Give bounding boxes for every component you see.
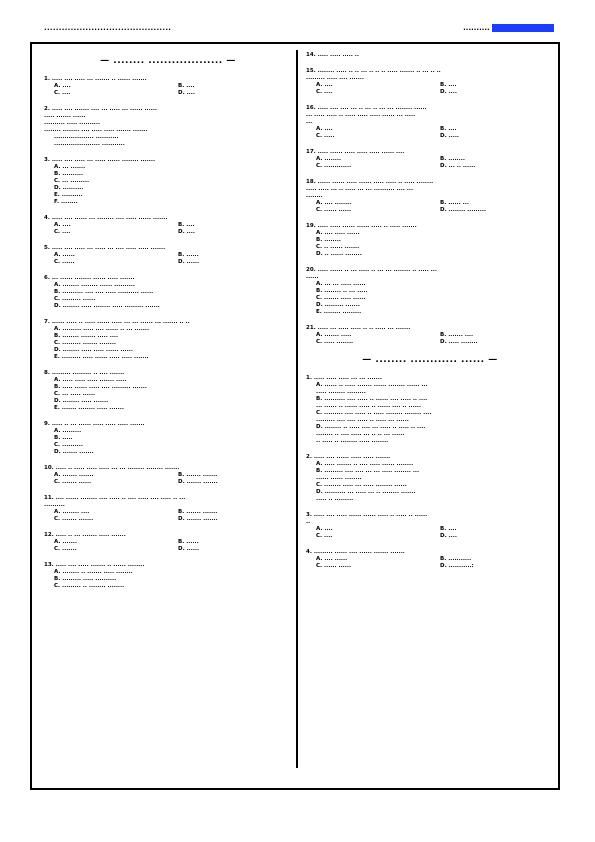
answer-option: C. ... ......... [54, 178, 90, 184]
question-text: 16. ..... .... .... ... .. ... .. ... ... ........ ...... [306, 105, 427, 111]
question-item [44, 319, 292, 361]
answer-option: C. ... ..... ...... [54, 391, 96, 397]
answer-option: B. ...... ... [440, 200, 469, 206]
answer-option: D. ........ ..... ....... [54, 398, 109, 404]
answer-option: D. ..... ........ [440, 339, 478, 345]
question-item [306, 454, 554, 503]
answer-option: E. ......... ..... ...... ..... ..... ....... [54, 354, 149, 360]
question-item [44, 275, 292, 310]
answer-options [306, 332, 554, 346]
answer-option: A. ....... ..... [316, 332, 352, 338]
answer-option: D. ....... ....... [178, 516, 218, 522]
answer-option: D. .. ...... ........ [316, 251, 362, 257]
question-item [306, 52, 554, 59]
question-item [44, 157, 292, 206]
question-item [44, 106, 292, 148]
question-text: 4. ..... .... ...... ... ........ .... ..... ...... ....... [44, 215, 168, 221]
answer-options [306, 556, 554, 570]
answer-option: ..... ........ ......... [316, 389, 366, 395]
answer-option: B. ...... [178, 539, 199, 545]
answer-option: A. .... [316, 126, 333, 132]
answer-option: C. .... [54, 90, 71, 96]
answer-option: B. ........ [316, 237, 341, 243]
answer-option: C. ......... .... ..... .. ..... ........ ........ .... [316, 410, 432, 416]
answer-option: C. ......... .. ........ ........ [54, 583, 125, 589]
answer-option: A. ........ ........ ...... .......... [54, 282, 135, 288]
answer-options [44, 428, 292, 456]
answer-option: ...... ...... ........ [316, 475, 362, 481]
question-item [44, 562, 292, 590]
question-text: .. [306, 519, 311, 525]
section-title-2: — ........ ............ ...... — [362, 355, 498, 365]
answer-options [44, 326, 292, 361]
answer-option: .. ..... .. ........ ..... ........ [316, 438, 389, 444]
answer-option: D. ........ ......... [440, 207, 487, 213]
answer-options [44, 539, 292, 553]
question-text: 4. ......... ...... .... ...... ....... ....... [306, 549, 405, 555]
answer-options [44, 164, 292, 206]
answer-options [306, 156, 554, 170]
answer-option: C. ............. [316, 163, 352, 169]
question-text: 9. ..... .. ... ...... ..... ..... ..... ....... [44, 421, 145, 427]
answer-option: A. ......... [54, 428, 82, 434]
question-text: 3. ..... .... ..... ...... ...... ..... .. ..... .. ...... [306, 512, 428, 518]
answer-option: D. ...........: [440, 563, 474, 569]
answer-option: A. ....... [54, 539, 77, 545]
answer-option: ... ...... .. ...... ..... .. ...... .... .. ...... [316, 403, 421, 409]
question-text: ........ [306, 193, 323, 199]
answer-option: B. ........ ....... ..... .... [54, 333, 119, 339]
answer-options [306, 200, 554, 214]
answer-option: D. ....... ....... [178, 479, 218, 485]
question-item [306, 549, 554, 570]
question-text: 1. ..... .... ..... ... ....... .. ...... ....... [44, 76, 147, 82]
left-column [44, 52, 292, 599]
question-text: ...... [306, 274, 319, 280]
answer-option: B. .... [440, 82, 457, 88]
question-item [306, 512, 554, 540]
answer-option: C. ....... ....... [54, 516, 94, 522]
answer-option: D. ...... [178, 546, 200, 552]
right-column [306, 52, 554, 579]
question-text: 15. ........ ..... .. .. ... .. .. .. ..... ....... .. ... .. .. [306, 68, 441, 74]
question-text: 2. ..... .... ...... ..... ..... ....... [306, 454, 391, 460]
answer-option: B. ..... ...... ..... .... ......... ....... [54, 384, 147, 390]
answer-option: C. ...... [54, 259, 75, 265]
answer-option: ................... ........... [54, 134, 119, 140]
question-text: 7. ...... ..... .. ..... ...... ..... ... ... ...... ... ....... .. .. [44, 319, 190, 325]
answer-option: C. .... [54, 229, 71, 235]
answer-option: B. ......... .... .... ... ... ..... ........ ... [316, 468, 420, 474]
left-question-list [44, 76, 292, 590]
page-header [44, 24, 554, 38]
answer-options [306, 382, 554, 445]
answer-option: B. ........ .. ... ..... [316, 288, 368, 294]
question-text: 5. ..... .... ..... ... ..... ... .... ..... ..... ....... [44, 245, 166, 251]
answer-option: A. .... ...... [316, 556, 348, 562]
question-text: 6. ... ...... ........ ...... ..... ....... [44, 275, 135, 281]
question-item [306, 68, 554, 96]
answer-options [44, 134, 292, 148]
question-item [306, 179, 554, 214]
answer-option: C. ......... ....... ........ [54, 340, 117, 346]
question-item [306, 325, 554, 346]
question-item [44, 215, 292, 236]
answer-option: B. ....... ....... [178, 509, 218, 515]
answer-option: B. ....... .... [440, 332, 474, 338]
answer-options [44, 282, 292, 310]
question-text: 8. ......... ......... .. .... ....... [44, 370, 125, 376]
answer-option: A. ... ....... [54, 164, 86, 170]
question-item [306, 149, 554, 170]
answer-option: A. .... [316, 526, 333, 532]
answer-options [44, 83, 292, 97]
answer-option: D. ........ ..... ........ ..... ......... ....... [54, 303, 160, 309]
answer-option: B. ........... [440, 556, 472, 562]
answer-option: B. ....... ....... [178, 472, 218, 478]
answer-option: B. ...... [178, 252, 199, 258]
question-text: 19. ..... ..... ...... ...... ..... .. ..... ....... [306, 223, 417, 229]
question-text: 21. ..... ... ..... ..... .. .. ..... ... ....... [306, 325, 411, 331]
answer-option: ..... .. ......... [316, 496, 354, 502]
answer-options [306, 281, 554, 316]
question-text: 2. ..... .... ....... .... ... ..... ... ...... ...... [44, 106, 157, 112]
answer-option: A. .... [54, 83, 71, 89]
answer-option: D. ..... [440, 133, 460, 139]
answer-option: B. ......... ..... .......... [54, 576, 117, 582]
answer-option: B. .......... [54, 171, 84, 177]
answer-option: D. ...... [178, 259, 200, 265]
answer-option: C. ......... ...... [54, 296, 96, 302]
column-divider [296, 50, 298, 768]
answer-option: B. .......... .... ..... .. ...... .... ..... .. .... [316, 396, 428, 402]
answer-option: F. ........ [54, 199, 78, 205]
answer-option: C. ....... ..... ...... [316, 295, 366, 301]
question-text: ... ..... ..... .. ..... ..... ..... ...... ... ..... [306, 112, 416, 118]
question-text: 11. .... ...... ........ .... ..... .. .... ..... .... ..... .. ... [44, 495, 186, 501]
header-title: ........................................... [44, 24, 172, 32]
answer-option: C. .......... [54, 442, 83, 448]
question-item [306, 105, 554, 140]
answer-options [306, 526, 554, 540]
answer-option: D. .......... [54, 185, 84, 191]
header-source-label: .......... [463, 24, 490, 32]
answer-option: C. ....... ...... [54, 479, 92, 485]
answer-option: E. .......... [54, 192, 83, 198]
section-title-1: — ........ ................... — [100, 56, 236, 66]
answer-options [44, 509, 292, 523]
answer-options [44, 222, 292, 236]
answer-option: D. ......... ....... [316, 302, 360, 308]
answer-option: B. .... [178, 83, 195, 89]
answer-options [306, 82, 554, 96]
answer-option: D. .......... ... ..... ... .. ........ ....... [316, 489, 416, 495]
answer-option: A. ..... ..... ..... ....... ..... [54, 377, 127, 383]
header-source-link[interactable]: ..................... [492, 24, 554, 32]
answer-option: B. .......... .... .... ..... .......... ...... [54, 289, 154, 295]
answer-option: D. .... [178, 90, 195, 96]
question-item [306, 223, 554, 258]
header-source [463, 24, 554, 32]
answer-option: A. ......... ..... .... ...... .. ... ....... [54, 326, 150, 332]
answer-option: C. ..... ........ [316, 339, 354, 345]
answer-option: A. ..... ....... .. .... ..... ...... ........ [316, 461, 414, 467]
answer-option: D. ... .. ...... [440, 163, 476, 169]
question-text: 12. ..... .. ... ....... ..... ....... [44, 532, 126, 538]
question-text: 17. ..... ...... ..... ..... ..... ...... .... [306, 149, 405, 155]
answer-option: A. ... ... ..... ...... [316, 281, 366, 287]
question-text: ........ ........ .... ..... ..... ....... ....... [44, 127, 148, 133]
question-text: ..... ..... ... .. ..... ... ... .......... .... ... [306, 186, 414, 192]
answer-option: A. ...... .. ..... ....... ...... ........ ...... ... [316, 382, 428, 388]
answer-options [44, 569, 292, 590]
right-question-list [306, 52, 554, 346]
question-item [44, 370, 292, 412]
question-item [306, 375, 554, 445]
question-item [44, 532, 292, 553]
answer-option: E. ....... ........ ..... ....... [54, 405, 124, 411]
answer-option: C. ...... ...... [316, 207, 352, 213]
answer-option: D. .... [440, 89, 457, 95]
question-text: .......... ..... .......... [44, 120, 101, 126]
answer-option: ...................... ........... [54, 141, 125, 147]
answer-option: B. .... [440, 126, 457, 132]
answer-option: C. .. ...... ....... [316, 244, 360, 250]
answer-option: A. ........ [316, 156, 342, 162]
answer-option: ........ .. .... ..... ... .. .. ... ...... [316, 431, 405, 437]
answer-option: D. .... [178, 229, 195, 235]
answer-option: C. .... [316, 89, 333, 95]
answer-option: D. ........ .. ..... .... ... ..... .. ..... .. .... [316, 424, 426, 430]
answer-options [44, 472, 292, 486]
answer-option: D. .... [440, 533, 457, 539]
question-text: ......... ..... .... ....... [306, 75, 364, 81]
question-item [44, 495, 292, 523]
answer-options [306, 230, 554, 258]
question-text: 10. ..... .. ..... ..... ..... ... ... ........ ........ ....... [44, 465, 180, 471]
answer-option: D. ....... ....... [54, 449, 94, 455]
answer-option: D. ........ ..... ..... ...... ...... [54, 347, 133, 353]
answer-option: B. .... [178, 222, 195, 228]
question-text: 3. ..... .... ..... ... ..... ...... ........ ....... [44, 157, 156, 163]
question-text: .......... [44, 502, 65, 508]
question-text: ... [306, 119, 313, 125]
answer-options [306, 461, 554, 503]
question-item [306, 267, 554, 316]
answer-option: A. ....... ....... [54, 472, 94, 478]
answer-option: C. ....... [54, 546, 77, 552]
answer-option: C. ........ ..... ... ..... ........ ...... [316, 482, 407, 488]
answer-option: B. .... [440, 526, 457, 532]
answer-option: A. ...... [54, 252, 75, 258]
question-text: 18. ...... ...... ..... ...... ..... ..... .. ..... ........ [306, 179, 434, 185]
question-item [44, 465, 292, 486]
question-item [44, 245, 292, 266]
answer-options [306, 126, 554, 140]
answer-option: C. ...... ...... [316, 563, 352, 569]
answer-option: E. ........ ......... [316, 309, 362, 315]
answer-option: C. ..... [316, 133, 335, 139]
question-text: 1. ..... ..... ..... ... ... ....... [306, 375, 382, 381]
answer-option: A. ........ .... [54, 509, 90, 515]
answer-option: ......... .... .... ..... .. ..... ... ...... [316, 417, 409, 423]
answer-option: A. ........ .. ....... ..... ........ [54, 569, 133, 575]
answer-option: A. .... ..... ...... [316, 230, 360, 236]
answer-option: A. .... [54, 222, 71, 228]
question-text: 14. ..... ..... ..... .. [306, 52, 359, 58]
answer-option: B. ........ [440, 156, 465, 162]
answer-options [44, 252, 292, 266]
question-item [44, 421, 292, 456]
answer-option: A. .... [316, 82, 333, 88]
right-bottom-question-list [306, 375, 554, 570]
answer-option: C. .... [316, 533, 333, 539]
answer-option: A. .... ........ [316, 200, 352, 206]
answer-options [44, 377, 292, 412]
answer-option: B. ..... [54, 435, 73, 441]
question-item [44, 76, 292, 97]
question-text: ..... ....... ...... [44, 113, 86, 119]
question-text: 13. ..... .... ..... ....... .. ...... ........ [44, 562, 145, 568]
question-text: 20. ..... ...... .. ... ..... .. ... ... ........ .. ..... ... [306, 267, 437, 273]
